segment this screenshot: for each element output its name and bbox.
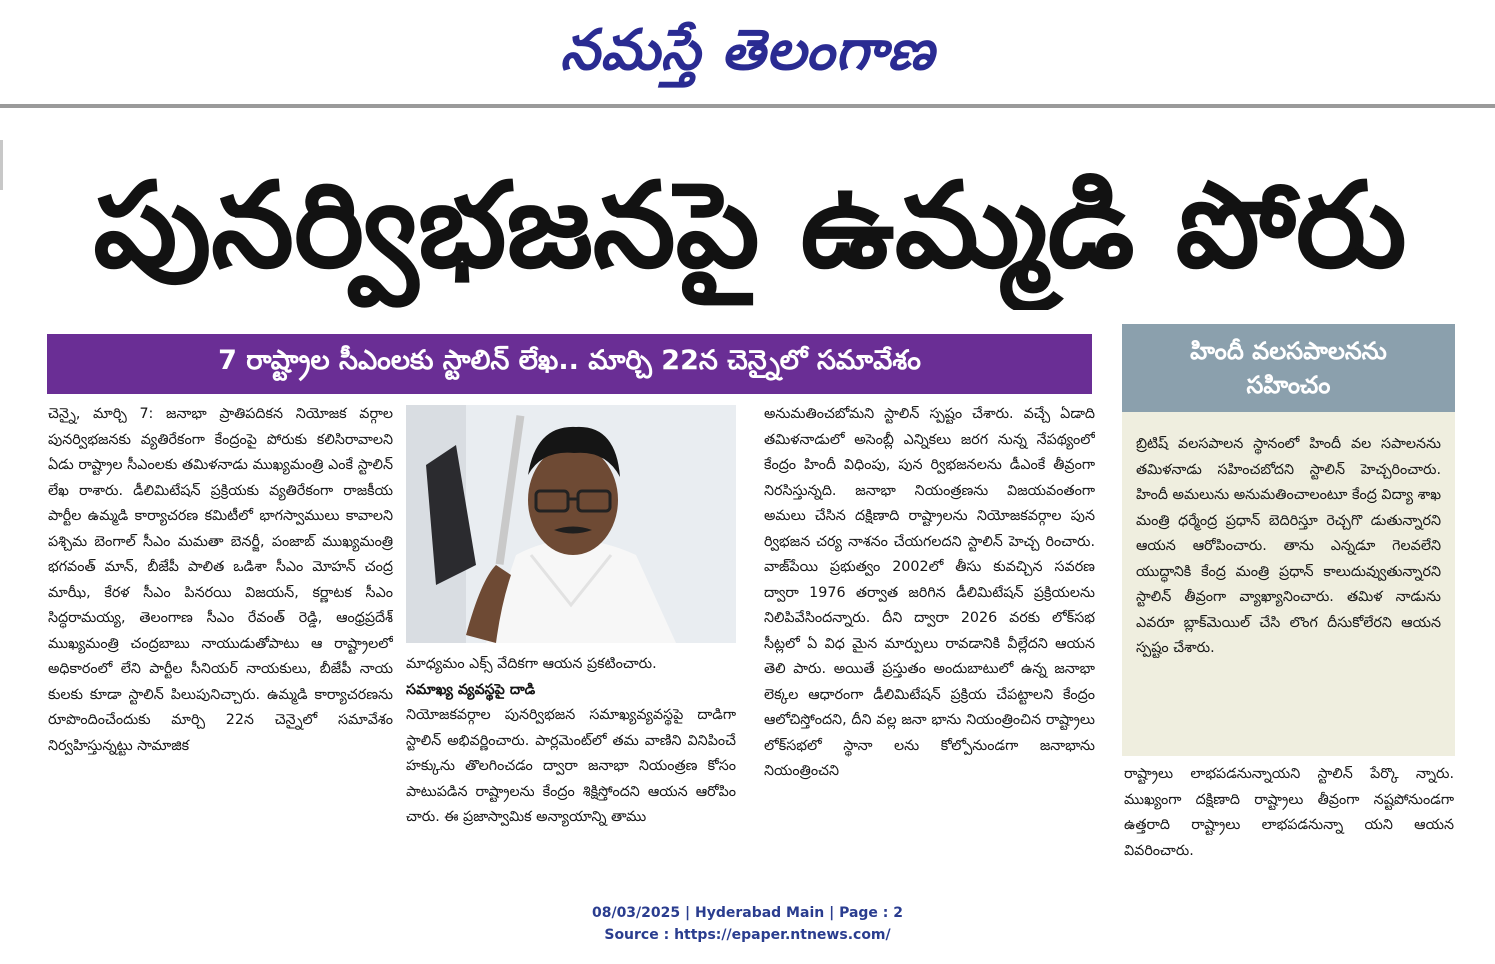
sidebar-body xyxy=(1136,432,1441,752)
sidebar-title-line: హిందీ వలసపాలనను xyxy=(1190,337,1387,365)
article-column-1 xyxy=(48,402,393,872)
section-subtitle: సమాఖ్య వ్యవస్థపై దాడి xyxy=(406,681,536,698)
photo-caption-continuation: మాధ్యమం ఎక్స్ వేదికగా ఆయన ప్రకటించారు. xyxy=(406,656,657,672)
sidebar-box xyxy=(1122,324,1455,756)
stalin-photo xyxy=(406,405,736,643)
article-paragraph: చెన్నై, మార్చి 7: జనాభా ప్రాతిపదికన నియోజక వర్గాల పునర్విభజనకు వ్యతిరేకంగా కేంద్రంపై పోరుకు కలిసిరావాలని ఏడు రాష్ట్రాల సీఎంలకు తమిళనాడు ముఖ్యమంత్రి ఎంకే స్టాలిన్ లేఖ రాశారు. డీలిమిటేషన్ ప్రక్రియకు వ్యతిరేకంగా రాజకీయ పార్టీల ఉమ్మడి కార్యాచరణ కమిటీలో భాగస్వాములు కావాలని పశ్చిమ బెంగాల్ సీఎం మమతా బెనర్జీ, పంజాబ్ ముఖ్యమంత్రి భగవంత్ మాన్, బీజేపీ పాలిత ఒడిశా సీఎం మోహన్ చంద్ర మాఝీ, కేరళ సీఎం పినరయి విజయన్, కర్ణాటక సీఎం సిద్ధరామయ్య, తెలంగాణ సీఎం రేవంత్ రెడ్డి, ఆంధ్రప్రదేశ్ ముఖ్యమంత్రి చంద్రబాబు నాయుడుతోపాటు ఆ రాష్ట్రాలలో అధికారంలో లేని పార్టీల సీనియర్ నాయకులు, బీజేపీ నాయ కులకు కూడా స్టాలిన్ పిలుపునిచ్చారు. ఉమ్మడి కార్యాచరణను రూపొందించేందుకు మార్చి 22న చెన్నైలో సమావేశం నిర్వహిస్తున్నట్టు సామాజిక xyxy=(48,406,393,754)
source-link[interactable]: Source : https://epaper.ntnews.com/ xyxy=(604,927,891,943)
portrait-image-icon xyxy=(406,405,736,643)
page-edge-mark xyxy=(0,140,3,190)
sidebar-title xyxy=(1122,324,1455,412)
masthead xyxy=(0,0,1495,100)
sidebar-paragraph: బ్రిటిష్ వలసపాలన స్థానంలో హిందీ వల సపాలనను తమిళనాడు సహించబోదని స్టాలిన్ హెచ్చరించారు. హిందీ అమలును అనుమతించాలంటూ కేంద్ర విద్యా శాఖ మంత్రి ధర్మేంద్ర ప్రధాన్ బెదిరిస్తూ రెచ్చగొ డుతున్నారని ఆయన ఆరోపించారు. తాను ఎన్నడూ గెలవలేని యుద్ధానికి కేంద్ర మంత్రి ప్రధాన్ కాలుదువ్వుతున్నారని స్టాలిన్ తీవ్రంగా వ్యాఖ్యానించారు. తమిళ నాడును ఎవరూ బ్లాక్‌మెయిల్ చేసి లొంగ దీసుకోలేరని ఆయన స్పష్టం చేశారు. xyxy=(1136,436,1441,656)
article-column-2 xyxy=(406,652,736,872)
article-column-4 xyxy=(1124,762,1454,872)
article-paragraph: నియోజకవర్గాల పునర్విభజన సమాఖ్యవ్యవస్థపై దాడిగా స్టాలిన్ అభివర్ణించారు. పార్లమెంట్‌లో తమ వాణిని వినిపించే హక్కును తొలగించడం ద్వారా జనాభా నియంత్రణ కోసం పాటుపడిన రాష్ట్రాలను కేంద్రం శిక్షిస్తోందని ఆయన ఆరోపిం చారు. ఈ ప్రజాస్వామిక అన్యాయాన్ని తాము xyxy=(406,707,736,825)
subheadline-banner: 7 రాష్ట్రాల సీఎంలకు స్టాలిన్ లేఖ.. మార్చి 22న చెన్నైలో సమావేశం xyxy=(47,334,1092,394)
article-paragraph: రాష్ట్రాలు లాభపడనున్నాయని స్టాలిన్ పేర్కొ న్నారు. ముఖ్యంగా దక్షిణాది రాష్ట్రాలు తీవ్రంగా నష్టపోనుండగా ఉత్తరాది రాష్ట్రాలు లాభపడనున్నా యని ఆయన వివరించారు. xyxy=(1124,766,1454,859)
newspaper-logo: నమస్తే తెలంగాణ xyxy=(560,17,935,83)
masthead-divider xyxy=(0,104,1495,108)
page-footer xyxy=(0,902,1495,946)
edition-info: 08/03/2025 | Hyderabad Main | Page : 2 xyxy=(591,905,904,921)
article-paragraph: అనుమతించబోమని స్టాలిన్ స్పష్టం చేశారు. వచ్చే ఏడాది తమిళనాడులో అసెంబ్లీ ఎన్నికలు జరగ నున్న నేపథ్యంలో కేంద్రం హిందీ విధింపు, పున ర్విభజనలను డీఎంకే తీవ్రంగా నిరసిస్తున్నది. జనాభా నియంత్రణను విజయవంతంగా అమలు చేసిన దక్షిణాది రాష్ట్రాలను నియోజకవర్గాల పున ర్విభజన చర్య నాశనం చేయగలదని స్టాలిన్ హెచ్చ రించారు. వాజ్‌పేయి ప్రభుత్వం 2002లో తీసు కువచ్చిన సవరణ ద్వారా 1976 తర్వాత జరిగిన డీలిమిటేషన్ ప్రక్రియలను నిలిపివేసిందన్నారు. దీని ద్వారా 2026 వరకు లోక్‌సభ సీట్లలో ఏ విధ మైన మార్పులు రావడానికి వీల్లేదని ఆయన తెలి పారు. అయితే ప్రస్తుతం అందుబాటులో ఉన్న జనాభా లెక్కల ఆధారంగా డీలిమిటేషన్ ప్రక్రియ చేపట్టాలని కేంద్రం ఆలోచిస్తోందని, దీని వల్ల జనా భాను నియంత్రించిన రాష్ట్రాలు లోక్‌సభలో స్థానా లను కోల్పోనుండగా జనాభాను నియంత్రించని xyxy=(764,406,1095,779)
article-column-3 xyxy=(764,402,1095,872)
sidebar-title-line: సహించం xyxy=(1246,371,1331,399)
headline: పునర్విభజనపై ఉమ్మడి పోరు xyxy=(93,156,1407,294)
